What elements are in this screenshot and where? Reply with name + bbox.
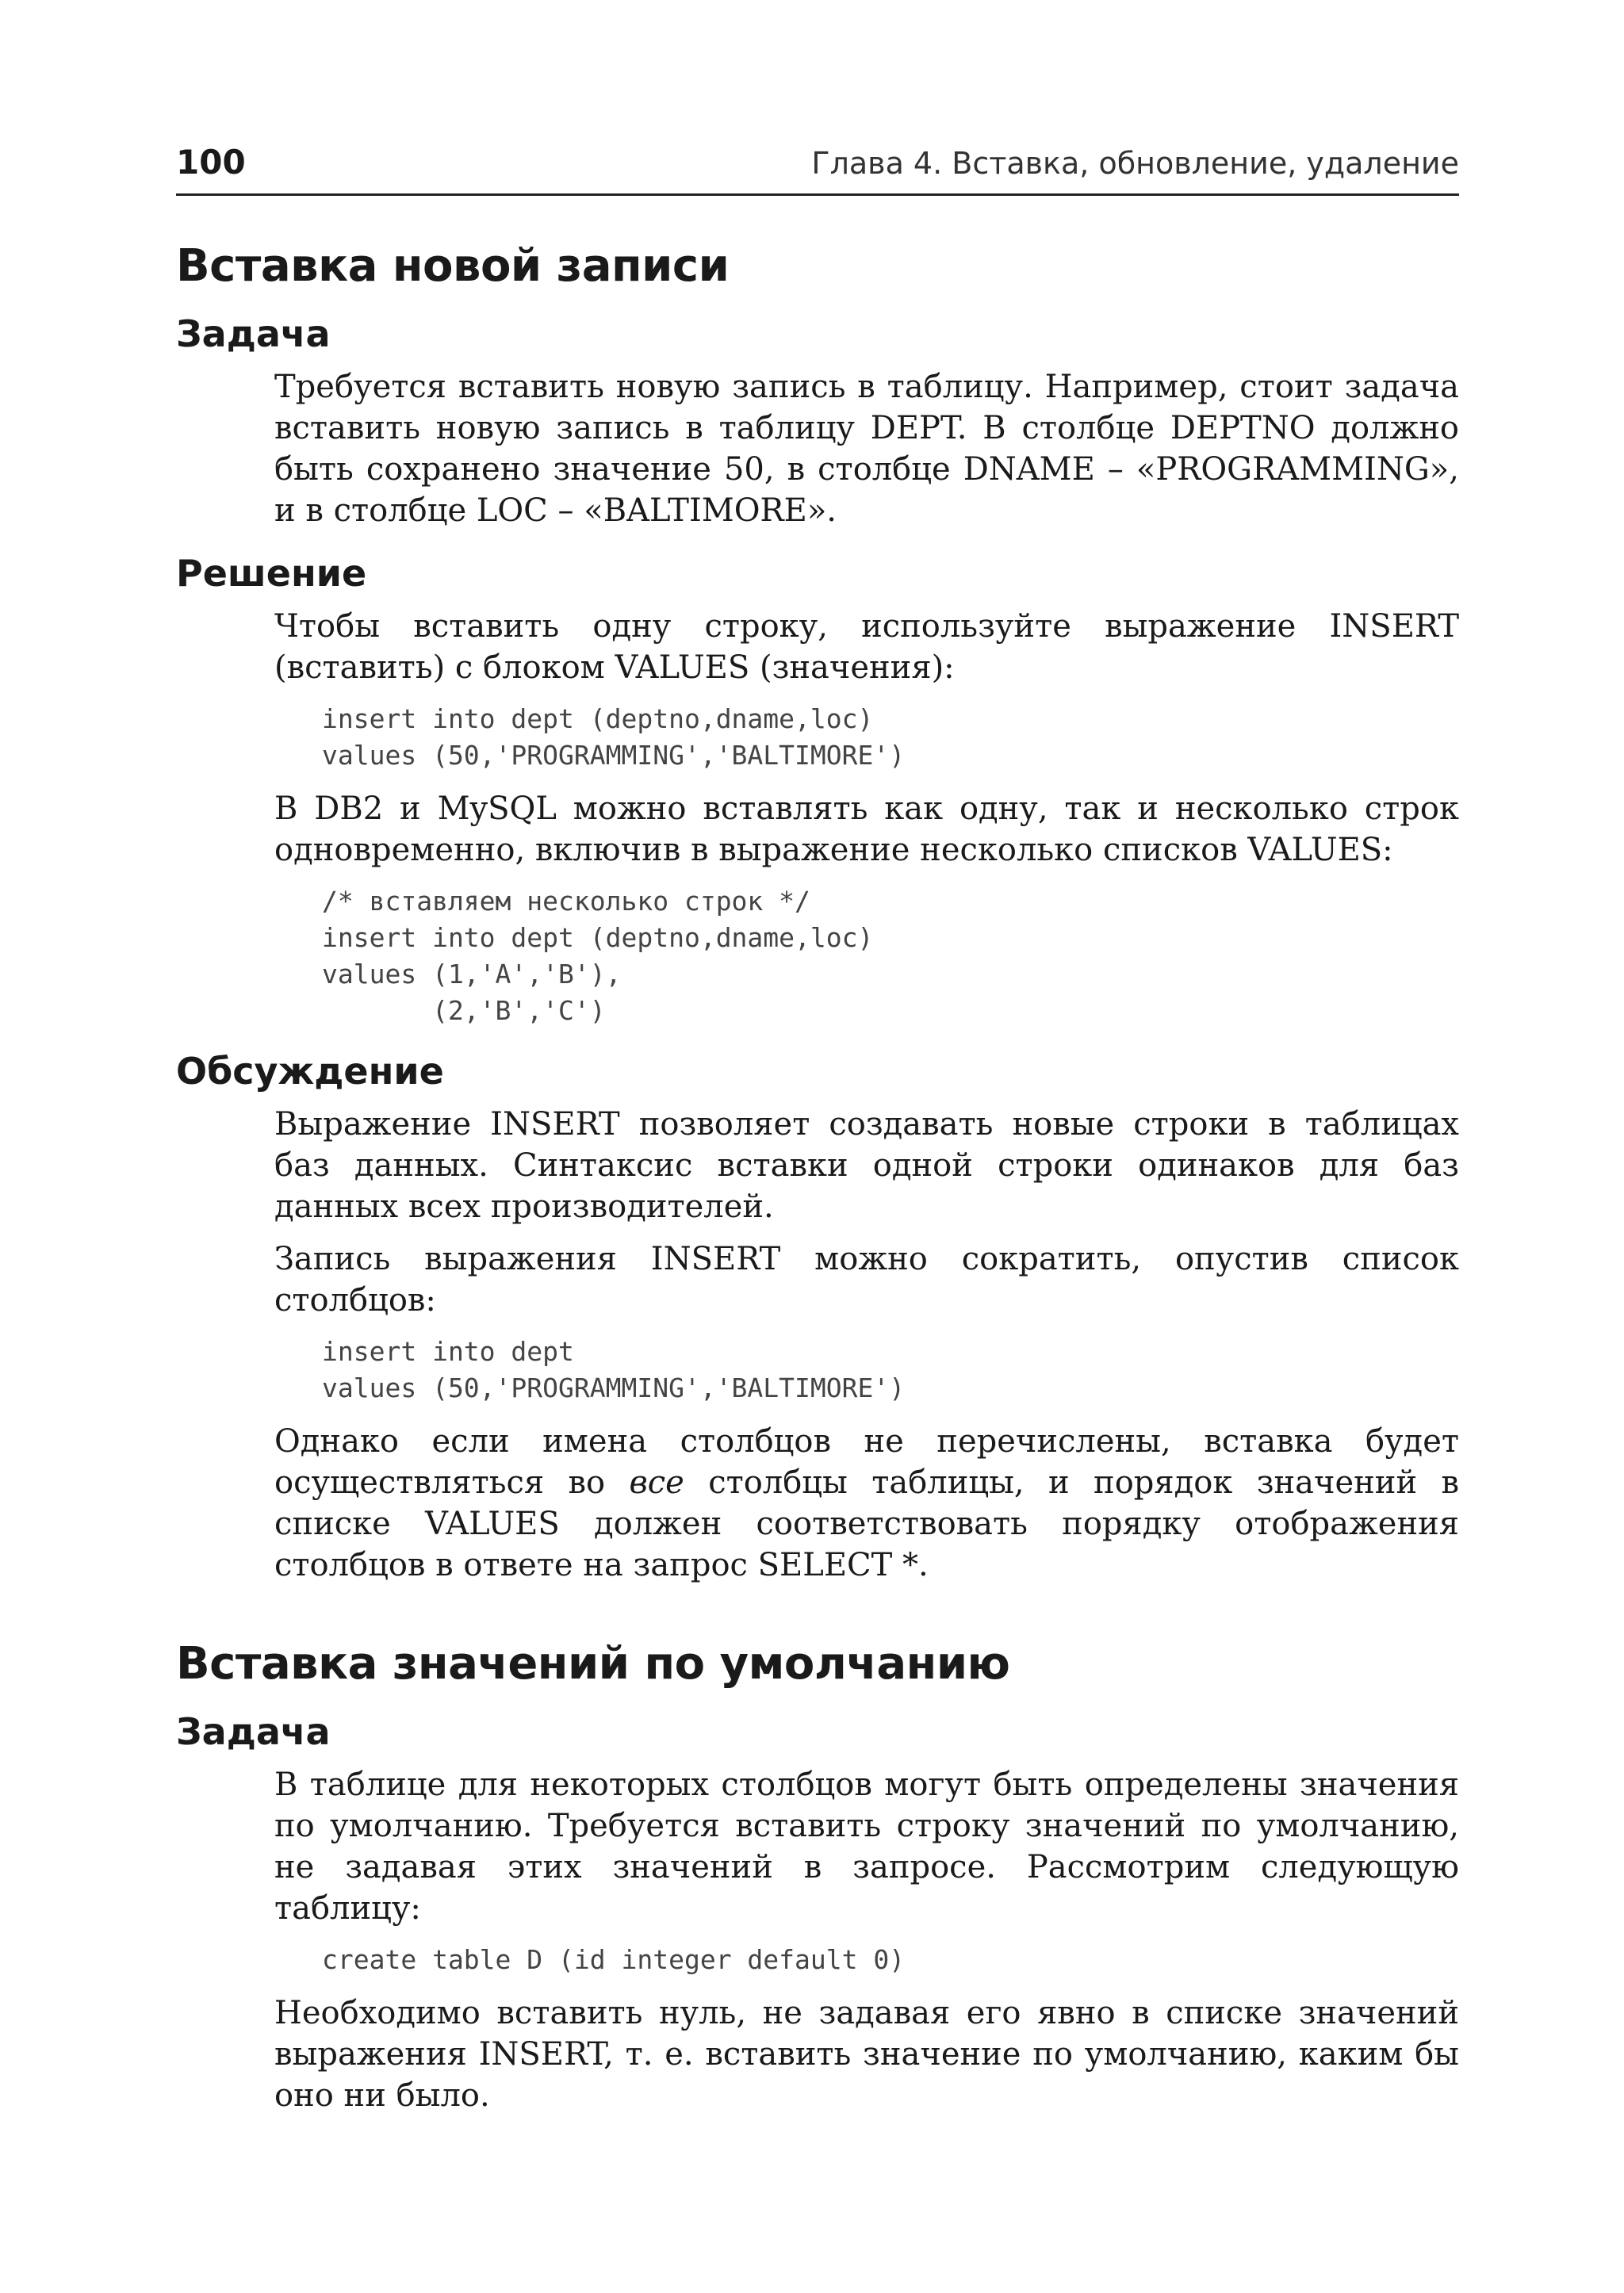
task-paragraph-3: Необходимо вставить нуль, не задавая его явно в списке значений выражения INSERT, т. е. вставить значение по умолчанию, каким бы оно ни было. [274,1995,1459,2114]
discussion-paragraph-1: Выражение INSERT позволяет создавать новые строки в таблицах баз данных. Синтаксис вставки одной строки одинаков для баз данных всех производителей. [274,1106,1459,1225]
code-insert-single: insert into dept (deptno,dname,loc) values (50,'PROGRAMMING','BALTIMORE') [322,703,906,771]
solution-heading: Решение [176,552,367,595]
task-body-2 [274,1764,1459,2116]
discussion-text-before: Однако если имена столбцов не перечислены, вставка будет осуществляться во [274,1423,1459,1501]
task-heading: Задача [176,312,331,355]
discussion-text-after: столбцы таблицы, и порядок значений в списке VALUES должен соответствовать порядку отображения столбцов в ответе на запрос SELECT *. [274,1464,1460,1583]
task-paragraph-2: В таблице для некоторых столбцов могут быть определены значения по умолчанию. Требуется вставить строку значений по умолчанию, не задавая этих значений в запросе. Рассмотрим следующую таблицу: [274,1767,1459,1927]
task-body [274,366,1459,531]
discussion-paragraph-2: Запись выражения INSERT можно сократить, опустив список столбцов: [274,1241,1459,1319]
section-title-insert-new-record: Вставка новой записи [176,240,730,292]
solution-paragraph-multi: В DB2 и MySQL можно вставлять как одну, так и несколько строк одновременно, включив в выражение несколько списков VALUES: [274,790,1459,868]
discussion-emphasis: все [629,1464,684,1501]
code-insert-no-columns: insert into dept values (50,'PROGRAMMING','BALTIMORE') [322,1336,906,1403]
code-insert-multiple: /* вставляем несколько строк */ insert into dept (deptno,dname,loc) values (1,'A','B'), (2,'B','C') [322,886,874,1026]
task-heading-2: Задача [176,1710,331,1753]
discussion-heading: Обсуждение [176,1050,444,1093]
discussion-body [274,1104,1459,1586]
code-create-table: create table D (id integer default 0) [322,1944,906,1975]
solution-body [274,606,1459,1029]
solution-paragraph: Чтобы вставить одну строку, используйте выражение INSERT (вставить) с блоком VALUES (значения): [274,608,1459,686]
section-title-insert-defaults: Вставка значений по умолчанию [176,1638,1010,1690]
discussion-paragraph-3 [274,1421,1459,1586]
chapter-title: Глава 4. Вставка, обновление, удаление [811,146,1459,181]
running-head [176,143,1459,196]
task-paragraph: Требуется вставить новую запись в таблицу. Например, стоит задача вставить новую запись в таблицу DEPT. В столбце DEPTNO должно быть сохранено значение 50, в столбце DNAME – «PROGRAMMING», и в столбце LOC – «BALTIMORE». [274,369,1459,529]
book-page [176,143,1459,2127]
page-number: 100 [176,143,246,182]
